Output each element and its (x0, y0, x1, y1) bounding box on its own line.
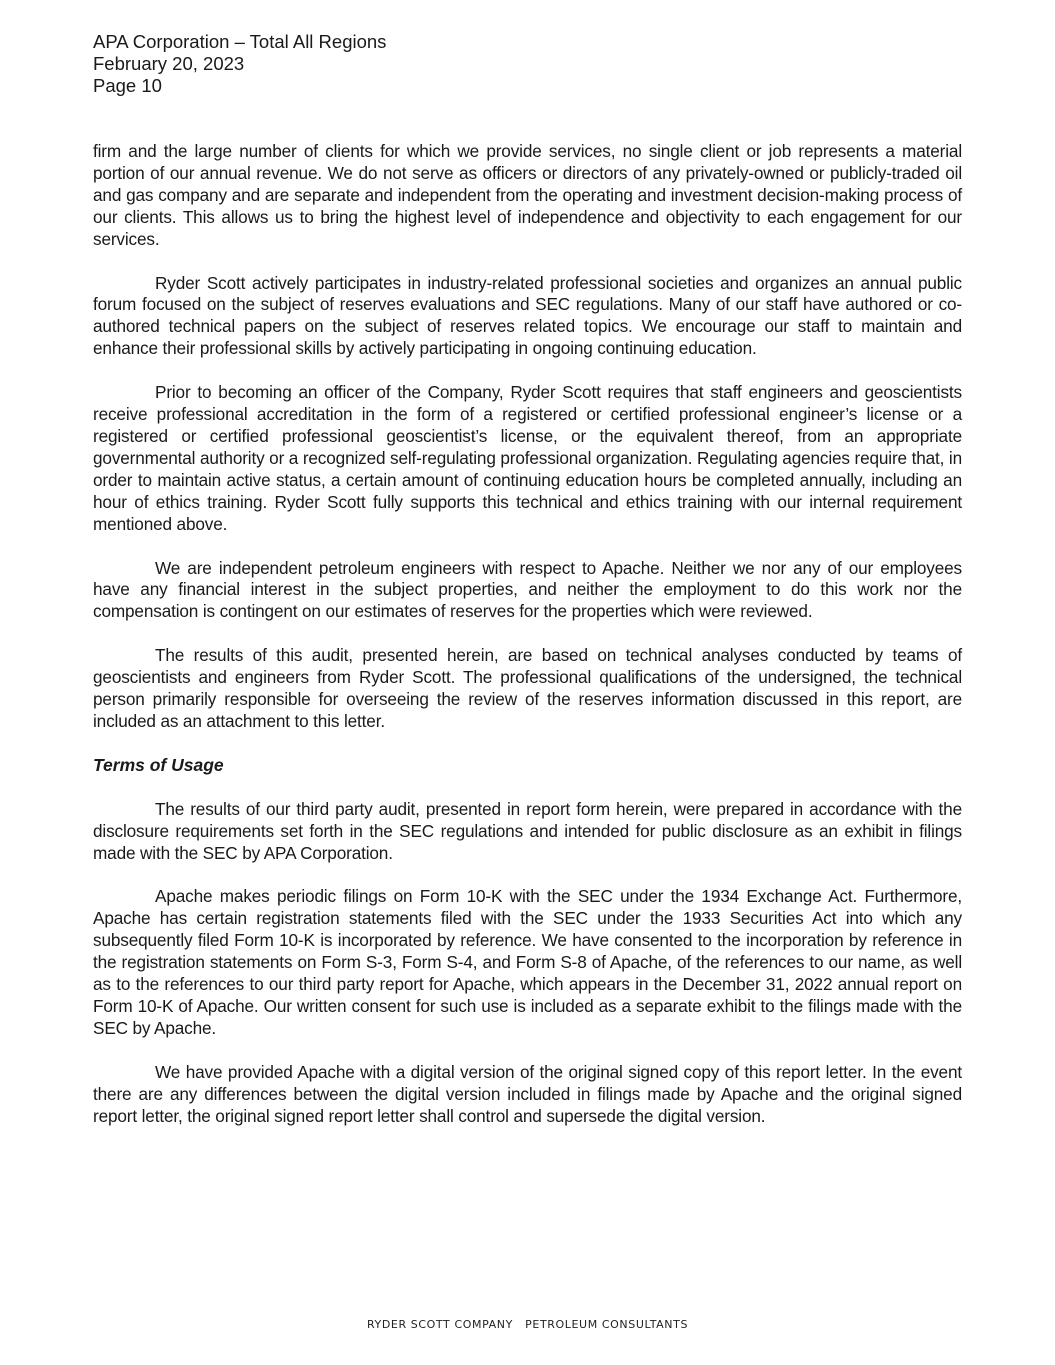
paragraph-audit-results: The results of this audit, presented herein, are based on technical analyses conducted by teams of geoscientists and engineers from Ryder Scott. The professional qualifications of the undersigned, the technical person primarily responsible for overseeing the review of the reserves information discussed in this report, are included as an attachment to this letter. (93, 645, 962, 731)
paragraph-professional-societies: Ryder Scott actively participates in industry-related professional societies and organizes an annual public forum focused on the subject of reserves evaluations and SEC regulations. Many of our staff have authored or co-authored technical papers on the subject of reserves related topics. We encourage our staff to maintain and enhance their professional skills by actively participating in ongoing continuing education. (93, 272, 962, 359)
paragraph-accreditation: Prior to becoming an officer of the Company, Ryder Scott requires that staff engineers and geoscientists receive professional accreditation in the form of a registered or certified professional engineer’s license or a registered or certified professional geoscientist’s license, or the equivalent thereof, from an appropriate governmental authority or a recognized self-regulating professional organization. Regulating agencies require that, in order to maintain active status, a certain amount of continuing education hours be completed annually, including an hour of ethics training. Ryder Scott fully supports this technical and ethics training with our internal requirement mentioned above. (93, 382, 962, 534)
header-page-number: Page 10 (93, 74, 162, 96)
paragraph-independence: We are independent petroleum engineers with respect to Apache. Neither we nor any of our employees have any financial interest in the subject properties, and neither the employment to do this work nor the compensation is contingent on our estimates of reserves for the properties which were reviewed. (93, 557, 962, 622)
paragraph-continued: firm and the large number of clients for which we provide services, no single client or job represents a material portion of our annual revenue. We do not serve as officers or directors of any privately-owned or publicly-traded oil and gas company and are separate and independent from the operating and investment decision-making process of our clients. This allows us to bring the highest level of independence and objectivity to each engagement for our services. (93, 141, 962, 249)
header-date: February 20, 2023 (93, 52, 245, 74)
letter-body (93, 141, 962, 1150)
paragraph-sec-filings: Apache makes periodic filings on Form 10-K with the SEC under the 1934 Exchange Act. Furthermore, Apache has certain registration statements filed with the SEC under the 1933 Securities Act into which any subsequently filed Form 10-K is incorporated by reference. We have consented to the incorporation by reference in the registration statements on Form S-3, Form S-4, and Form S-8 of Apache, of the references to our name, as well as to the references to our third party report for Apache, which appears in the December 31, 2022 annual report on Form 10-K of Apache. Our written consent for such use is included as a separate exhibit to the filings made with the SEC by Apache. (93, 886, 962, 1038)
paragraph-digital-version: We have provided Apache with a digital version of the original signed copy of this report letter. In the event there are any differences between the digital version included in filings made by Apache and the original signed report letter, the original signed report letter shall control and supersede the digital version. (93, 1061, 962, 1126)
paragraph-disclosure: The results of our third party audit, presented in report form herein, were prepared in accordance with the disclosure requirements set forth in the SEC regulations and intended for public disclosure as an exhibit in filings made with the SEC by APA Corporation. (93, 798, 962, 863)
page-footer: RYDER SCOTT COMPANY PETROLEUM CONSULTANTS (366, 1318, 689, 1331)
section-heading-terms-of-usage: Terms of Usage (93, 754, 224, 775)
page-header (93, 31, 386, 96)
header-company-line: APA Corporation – Total All Regions (93, 31, 387, 52)
